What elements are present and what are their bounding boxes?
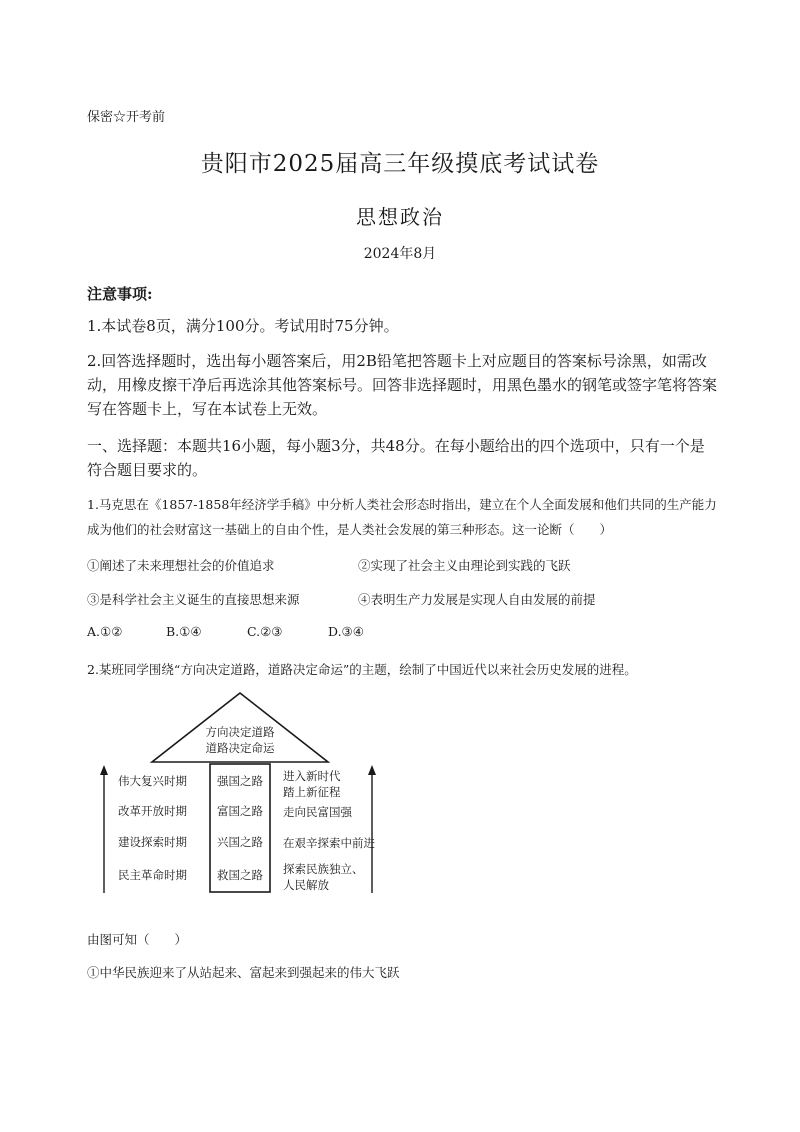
achievement-label: 探索民族独立、 — [283, 862, 364, 876]
achievement-label: 人民解放 — [283, 878, 329, 892]
diagram-roof-line-1: 方向决定道路 — [205, 725, 275, 739]
notes-item-2: 2.回答选择题时，选出每小题答案后，用2B铅笔把答题卡上对应题目的答案标号涂黑，如需改动，用橡皮擦干净后再选涂其他答案标号。回答非选择题时，用黑色墨水的钢笔或签字笔将答案写在答题卡上，写在本试卷上无效。 — [87, 352, 718, 418]
period-label: 改革开放时期 — [118, 804, 187, 818]
confidential-label: 保密☆开考前 — [87, 110, 166, 125]
question-1-stem: 1.马克思在《1857-1858年经济学手稿》中分析人类社会形态时指出，建立在个人全面发展和他们共同的生产能力成为他们的社会财富这一基础上的自由个性，是人类社会发展的第三种形态。这一论断（ ） — [87, 497, 717, 537]
period-label: 建设探索时期 — [118, 835, 187, 849]
notes-item-1: 1.本试卷8页，满分100分。考试用时75分钟。 — [87, 317, 399, 335]
question-2-stem: 2.某班同学围绕“方向决定道路，道路决定命运”的主题，绘制了中国近代以来社会历史发展的进程。 — [87, 662, 637, 677]
exam-title: 贵阳市2025届高三年级摸底考试试卷 — [200, 151, 600, 177]
period-label: 民主革命时期 — [118, 868, 187, 882]
left-arrow-head — [100, 765, 108, 775]
q1-choice-a: A.①② — [87, 624, 123, 639]
road-label: 兴国之路 — [217, 835, 263, 849]
road-label: 富国之路 — [217, 804, 263, 818]
achievement-label: 进入新时代 — [283, 769, 341, 783]
exam-subject: 思想政治 — [356, 205, 444, 229]
q2-followup: 由图可知（ ） — [87, 932, 188, 947]
q1-option-4: ④表明生产力发展是实现人自由发展的前提 — [358, 592, 596, 607]
q1-choice-c: C.②③ — [247, 624, 283, 639]
road-label: 强国之路 — [217, 774, 263, 788]
q1-choice-b: B.①④ — [166, 624, 202, 639]
right-arrow-head — [368, 765, 376, 775]
section-instructions: 一、选择题：本题共16小题，每小题3分，共48分。在每小题给出的四个选项中，只有一个是符合题目要求的。 — [87, 437, 705, 479]
diagram-roof-line-2: 道路决定命运 — [205, 741, 275, 755]
achievement-label: 走向民富国强 — [283, 805, 352, 819]
q1-option-1: ①阐述了未来理想社会的价值追求 — [87, 558, 275, 573]
exam-date: 2024年8月 — [363, 246, 437, 262]
q1-choice-d: D.③④ — [328, 624, 364, 639]
q1-option-2: ②实现了社会主义由理论到实践的飞跃 — [358, 558, 571, 573]
q1-option-3: ③是科学社会主义诞生的直接思想来源 — [87, 592, 300, 607]
achievement-label: 踏上新征程 — [283, 785, 341, 799]
period-label: 伟大复兴时期 — [118, 774, 187, 788]
q2-option-1: ①中华民族迎来了从站起来、富起来到强起来的伟大飞跃 — [87, 965, 400, 980]
achievement-label: 在艰辛探索中前进 — [283, 836, 375, 850]
notes-heading: 注意事项: — [87, 285, 153, 303]
road-label: 救国之路 — [217, 868, 263, 882]
